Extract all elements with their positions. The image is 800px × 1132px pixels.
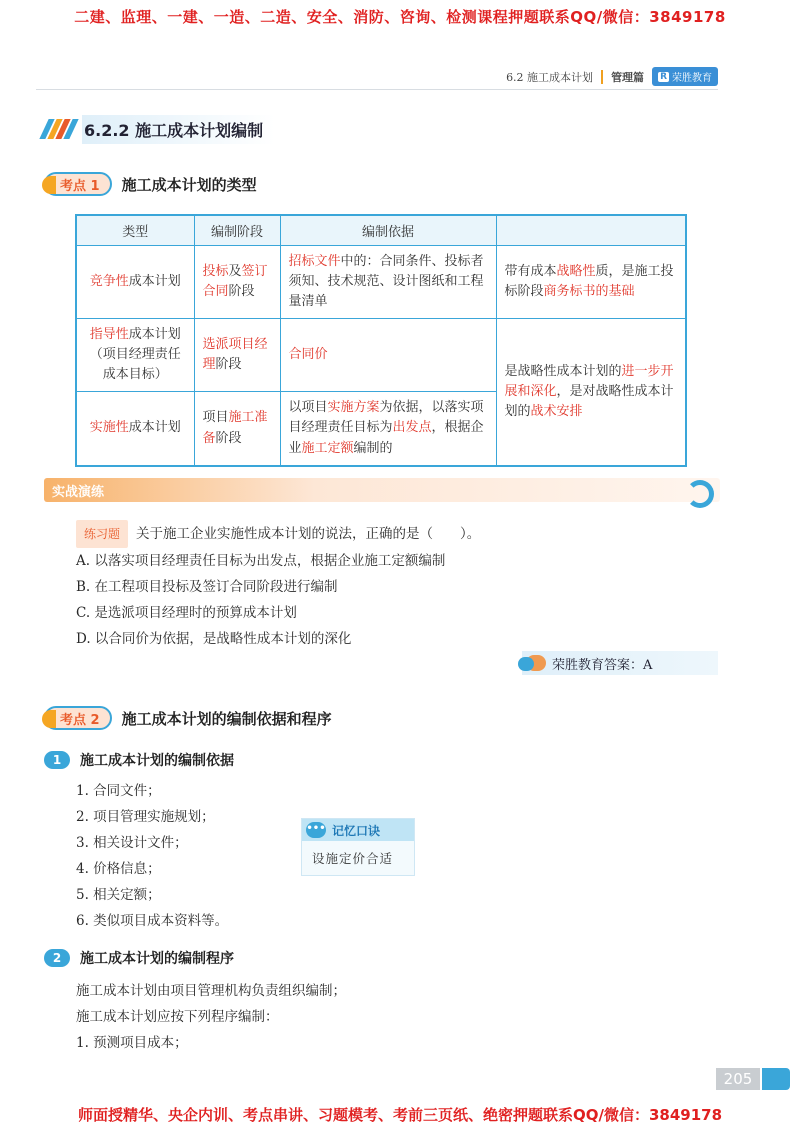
option-a: A. 以落实项目经理责任目标为出发点，根据企业施工定额编制 xyxy=(76,553,446,569)
highlight-text: 选派项目经理 xyxy=(202,336,268,373)
list-item: 2. 项目管理实施规划； xyxy=(76,809,215,825)
kaodian-2-title: 施工成本计划的编制依据和程序 xyxy=(121,709,332,728)
text-run: 成本计划（项目经理责任成本目标） xyxy=(89,326,181,383)
answer-text: 荣胜教育答案：A xyxy=(552,657,653,673)
option-c: C. 是选派项目经理时的预算成本计划 xyxy=(76,605,297,621)
text-line: 1. 预测项目成本； xyxy=(76,1035,188,1051)
running-header xyxy=(36,64,718,90)
chapter-label: 6.2 施工成本计划 xyxy=(506,70,594,84)
text-run: 是战略性成本计划的 xyxy=(504,363,622,379)
subsection-2-number: 2 xyxy=(44,949,70,967)
answer-box xyxy=(522,651,718,675)
memory-tip-box xyxy=(301,818,415,876)
ring-decoration-icon xyxy=(686,480,714,508)
text-run: 成本计划 xyxy=(128,420,181,436)
subsection-1-heading xyxy=(44,750,234,770)
section-heading xyxy=(44,116,275,142)
option-d: D. 以合同价为依据，是战略性成本计划的深化 xyxy=(76,631,352,647)
text-run: 成本计划 xyxy=(128,273,181,289)
highlight-text: 实施方案 xyxy=(327,400,380,416)
slashes-icon xyxy=(44,119,74,139)
practice-question xyxy=(76,520,480,652)
page-tab-decoration xyxy=(762,1068,790,1090)
highlight-text: 竞争性 xyxy=(89,273,129,289)
subsection-2-title: 施工成本计划的编制程序 xyxy=(80,951,234,967)
cost-plan-types-table xyxy=(75,214,687,467)
section-title: 6.2.2 施工成本计划编制 xyxy=(82,115,275,144)
header-stage: 编制阶段 xyxy=(194,215,280,245)
cell-note-merged xyxy=(496,318,686,465)
header-basis: 编制依据 xyxy=(280,215,496,245)
text-run: ，根据企业 xyxy=(288,420,484,456)
question-stem: 关于施工企业实施性成本计划的说法，正确的是（ ）。 xyxy=(136,526,481,542)
highlight-text: 合同价 xyxy=(288,347,328,363)
procedure-text xyxy=(76,978,346,1056)
brand-r-icon: R xyxy=(660,71,667,82)
text-line: 施工成本计划由项目管理机构负责组织编制； xyxy=(76,983,346,999)
highlight-text: 投标 xyxy=(202,263,229,279)
speech-bubble-icon xyxy=(526,655,546,671)
text-run: 及 xyxy=(228,263,242,279)
cell-stage xyxy=(194,318,280,391)
question-label: 练习题 xyxy=(76,520,128,548)
highlight-text: 实施性 xyxy=(89,420,129,436)
list-item: 6. 类似项目成本资料等。 xyxy=(76,913,229,929)
memory-tip-text: 设施定价合适 xyxy=(312,851,394,866)
header-type: 类型 xyxy=(76,215,194,245)
header-separator xyxy=(601,70,603,84)
list-item: 4. 价格信息； xyxy=(76,861,161,877)
cell-type xyxy=(76,245,194,318)
subsection-1-title: 施工成本计划的编制依据 xyxy=(80,753,234,769)
highlight-text: 出发点 xyxy=(392,420,432,436)
table-row xyxy=(76,245,686,318)
highlight-text: 进一步开展和深化 xyxy=(504,363,674,399)
highlight-text: 商务标书的基础 xyxy=(543,283,635,299)
practice-section-bar xyxy=(44,478,720,502)
practice-label: 实战演练 xyxy=(52,484,105,500)
highlight-text: 战术安排 xyxy=(530,403,583,419)
option-b: B. 在工程项目投标及签订合同阶段进行编制 xyxy=(76,579,338,595)
kaodian-2-badge: 考点 2 xyxy=(44,706,112,730)
cell-type xyxy=(76,392,194,466)
list-item: 3. 相关设计文件； xyxy=(76,835,188,851)
bottom-promo-banner: 师面授精华、央企内训、考点串讲、习题模考、考前三页纸、绝密押题联系QQ/微信：3849178 xyxy=(77,1106,723,1124)
brand-name: 荣胜教育 xyxy=(672,73,712,84)
kaodian-1-title: 施工成本计划的类型 xyxy=(121,175,257,194)
cell-basis xyxy=(280,318,496,391)
subsection-2-heading xyxy=(44,948,234,968)
list-item: 5. 相关定额； xyxy=(76,887,161,903)
text-run: 为依据，以落实项目经理责任目标为 xyxy=(288,400,484,436)
text-run: ，是对战略性成本计划的 xyxy=(504,383,674,419)
page-number: 205 xyxy=(716,1068,760,1090)
highlight-text: 指导性 xyxy=(89,326,129,342)
top-promo-banner: 二建、监理、一建、一造、二造、安全、消防、咨询、检测课程押题联系QQ/微信：3849178 xyxy=(74,8,726,26)
cell-type xyxy=(76,318,194,391)
memory-tip-title: 记忆口诀 xyxy=(332,823,381,838)
kaodian-1-heading xyxy=(44,172,257,196)
header-note xyxy=(496,215,686,245)
subsection-1-number: 1 xyxy=(44,751,70,769)
highlight-text: 施工准备 xyxy=(202,410,268,446)
table-header-row xyxy=(76,215,686,245)
cell-stage xyxy=(194,245,280,318)
basis-list xyxy=(76,778,228,934)
highlight-text: 战略性 xyxy=(556,263,596,279)
cell-basis xyxy=(280,392,496,466)
text-run: 编制的 xyxy=(353,440,393,456)
text-run: 质，是施工投标阶段 xyxy=(504,263,674,299)
highlight-text: 施工定额 xyxy=(301,440,354,456)
table-row xyxy=(76,318,686,391)
brand-logo xyxy=(652,67,718,86)
kaodian-2-heading xyxy=(44,706,332,730)
part-label: 管理篇 xyxy=(611,70,645,84)
text-run: 项目 xyxy=(202,410,229,426)
text-run: 带有成本 xyxy=(504,263,557,279)
cell-stage xyxy=(194,392,280,466)
text-line: 施工成本计划应按下列程序编制： xyxy=(76,1009,279,1025)
text-run: 阶段 xyxy=(215,357,242,373)
text-run: 以项目 xyxy=(288,400,328,416)
chat-dots-icon: ••• xyxy=(306,822,326,838)
highlight-text: 招标文件 xyxy=(288,253,341,269)
text-run: 中的：合同条件、投标者须知、技术规范、设计图纸和工程量清单 xyxy=(288,253,484,309)
list-item: 1. 合同文件； xyxy=(76,783,161,799)
cell-note xyxy=(496,245,686,318)
text-run: 阶段 xyxy=(228,283,255,299)
memory-tip-header xyxy=(302,819,414,841)
text-run: 阶段 xyxy=(215,430,242,446)
kaodian-1-badge: 考点 1 xyxy=(44,172,112,196)
cell-basis xyxy=(280,245,496,318)
highlight-text: 签订合同 xyxy=(202,263,268,299)
